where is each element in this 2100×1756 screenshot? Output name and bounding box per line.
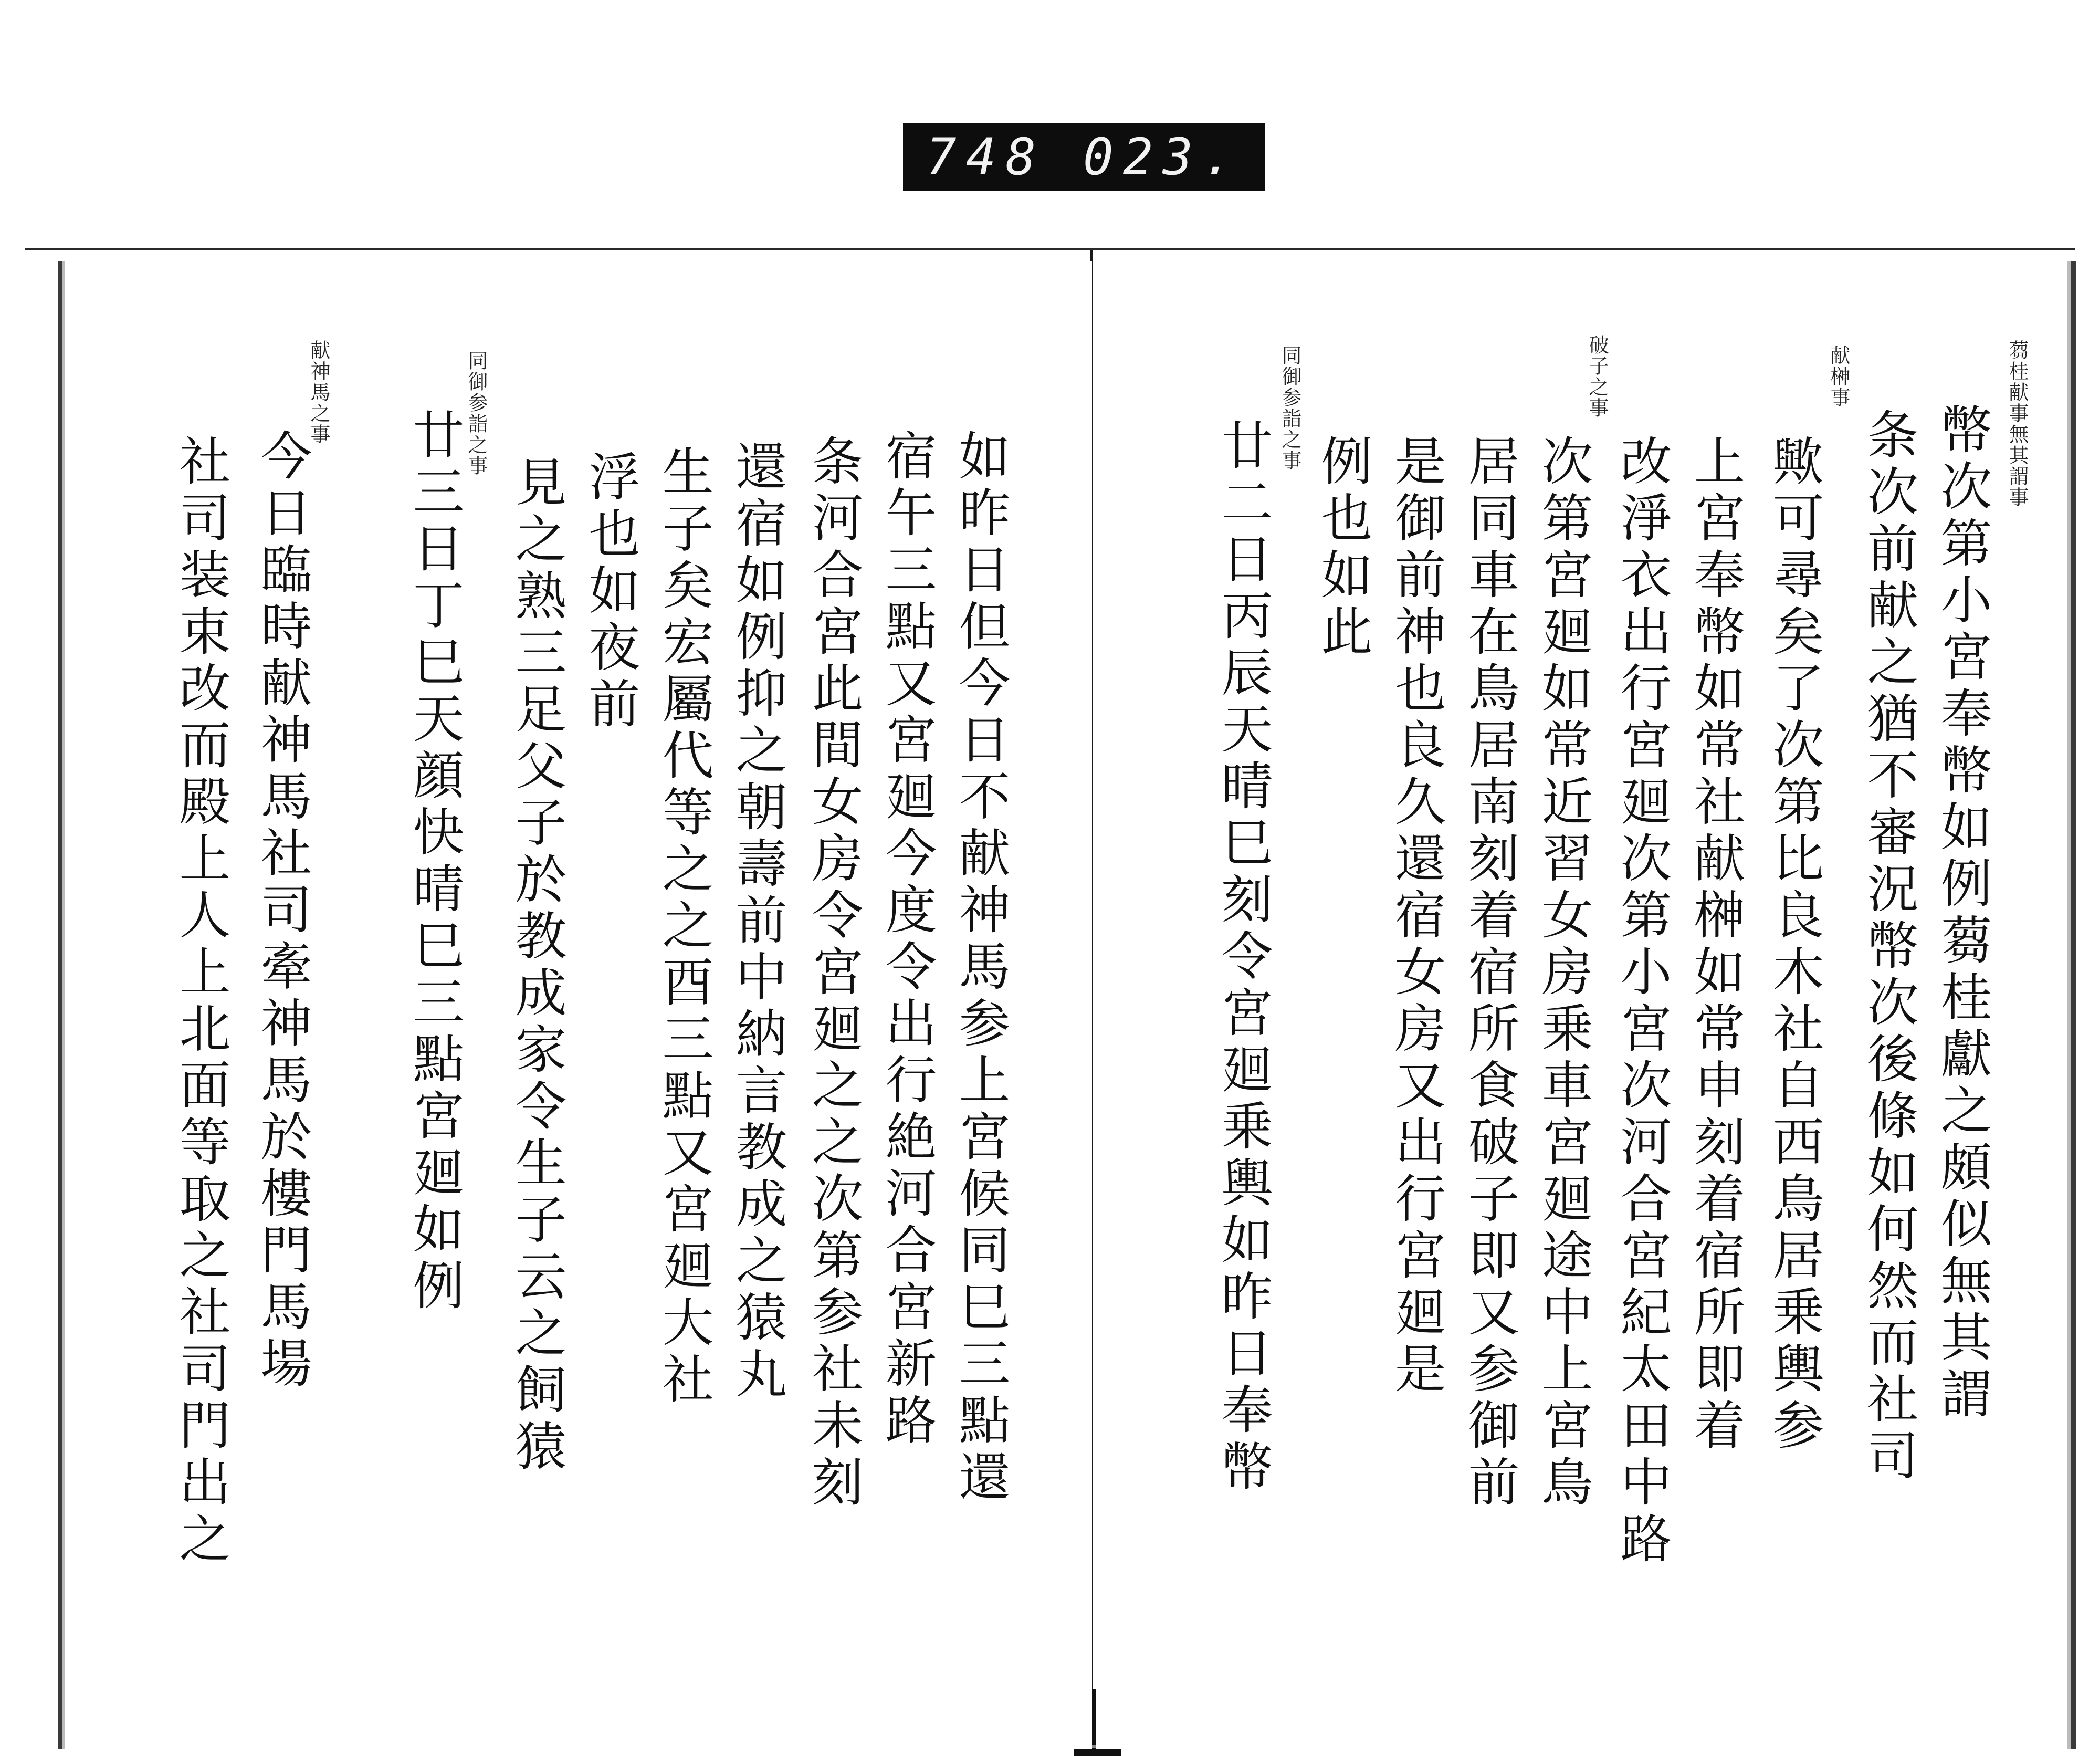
right-col-8: 是御前神也良久還宿女房又出行宮廻是 (1386, 434, 1446, 1398)
open-book (25, 248, 2075, 1756)
left-margin-note-2: 献神馬之事 (307, 340, 330, 445)
left-page (58, 261, 1092, 1749)
right-margin-note-2: 献榊事 (1827, 345, 1850, 408)
left-col-1: 如昨日但今日不献神馬参上宮候同巳三點還 (950, 429, 1010, 1507)
right-col-2: 条次前献之猶不審況幣次後條如何然而社司 (1858, 408, 1918, 1486)
left-col-3: 条河合宮此間女房令宮廻之之次第参社未刻 (803, 434, 863, 1512)
right-col-9: 例也如此 (1312, 434, 1372, 661)
left-col-6: 浮也如夜前 (580, 450, 640, 734)
left-col-2: 宿午三點又宮廻今度令出行絶河合宮新路 (877, 429, 937, 1450)
left-col-7: 見之熟三足父子於教成家令生子云之飼猿 (507, 455, 566, 1476)
left-col-9: 今日臨時献神馬社司牽神馬於樓門馬場 (252, 429, 312, 1393)
right-col-10: 廿二日丙辰天晴巳刻令宮廻乗輿如昨日奉幣 (1213, 419, 1273, 1496)
right-col-1: 幣次第小宮奉幣如例蒭桂獻之頗似無其謂 (1932, 403, 1992, 1424)
right-margin-note-3: 破子之事 (1586, 335, 1609, 419)
right-col-5: 改淨衣出行宮廻次第小宮次河合宮紀太田中路 (1612, 434, 1672, 1569)
right-col-3: 歟可尋矣了次第比良木社自西鳥居乗輿参 (1764, 434, 1824, 1455)
right-margin-note-4: 同御参詣之事 (1278, 345, 1301, 471)
right-col-4: 上宮奉幣如常社献榊如常申刻着宿所即着 (1685, 434, 1745, 1455)
left-margin-note-1: 同御参詣之事 (465, 350, 488, 476)
right-col-6: 次第宮廻如常近習女房乗車宮廻途中上宮鳥 (1533, 434, 1593, 1512)
left-col-8: 廿三日丁巳天顔快晴巳三點宮廻如例 (404, 408, 464, 1315)
right-page (1096, 261, 2076, 1749)
right-col-7: 居同車在鳥居南刻着宿所食破子即又参御前 (1460, 434, 1519, 1512)
left-col-10: 社司装束改而殿上人上北面等取之社司門出之 (171, 434, 230, 1569)
frame-code-right: 023. (1083, 128, 1242, 186)
film-frame-code (903, 123, 1265, 191)
right-margin-note-1: 蒭桂献事無其謂事 (2006, 340, 2029, 508)
left-col-5: 生子矣宏屬代等之之酉三點又宮廻大社 (654, 445, 713, 1409)
left-col-4: 還宿如例抑之朝壽前中納言教成之猿丸 (727, 440, 787, 1404)
frame-code-left: 748 (926, 128, 1046, 186)
